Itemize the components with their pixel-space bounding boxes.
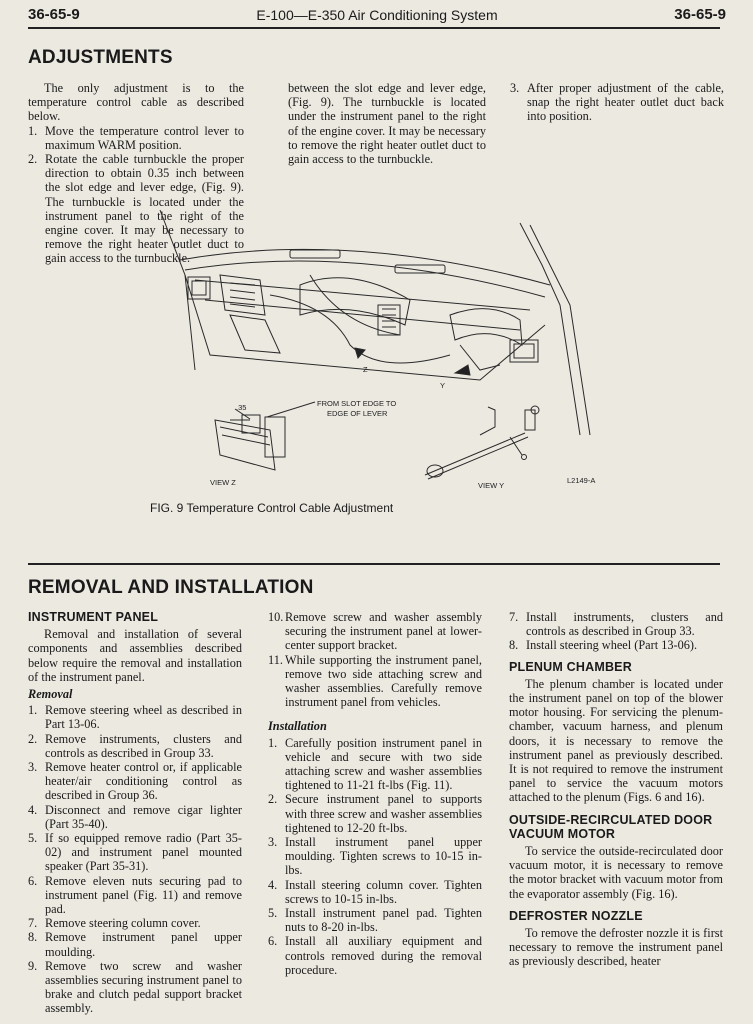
page-number-left: 36-65-9 [28, 6, 80, 23]
door-motor-heading-2: VACUUM MOTOR [509, 826, 616, 841]
figure-code: L2149-A [567, 476, 596, 485]
defroster-text: To remove the defroster nozzle it is first necessary to remove the instrument panel as previously described, heater [509, 926, 723, 969]
removal-step: 1. Remove steering wheel as described in Part 13-06. [28, 703, 242, 732]
installation-step: 5. Install instrument panel pad. Tighten nuts to 8-20 in-lbs. [268, 906, 482, 935]
plenum-heading: PLENUM CHAMBER [509, 659, 632, 674]
arrow-z [355, 348, 365, 358]
page-title: E-100—E-350 Air Conditioning System [256, 7, 498, 23]
figure-caption: FIG. 9 Temperature Control Cable Adjustment [150, 501, 394, 515]
installation-subheading: Installation [268, 719, 327, 734]
removal-step: 5. If so equipped remove radio (Part 35-02) and instrument panel mounted speaker (Part 35-31). [28, 831, 242, 874]
dash-top [180, 249, 550, 285]
removal-col-1 [28, 610, 242, 1016]
adjustment-step: 1. Move the temperature control lever to maximum WARM position. [28, 123, 244, 152]
label-z: Z [363, 365, 368, 374]
removal-col-2 [268, 610, 482, 977]
defroster-vent-left [290, 250, 340, 258]
adjustments-col-3 [510, 81, 724, 124]
plenum-text: The plenum chamber is located under the instrument panel on top of the blower motor housing. For servicing the plenum-chamber, vacuum harness, and plenum doors, it is necessary to remove the instrument panel as previously described. It is not required to remove the instrument panel to service the vacuum motors attached to the plenum (Figs. 6 and 16). [509, 676, 723, 805]
page-number-right: 36-65-9 [674, 6, 726, 23]
adjustment-step: 2. Rotate the cable turnbuckle the proper direction to obtain 0.35 inch between the slot edge and lever edge, (Fig. 9). The turnbuckle is located under the instrument panel to the right of the engine cover. It may be necessary to remove the right heater outlet duct to gain access to the turnbuckle. [28, 152, 244, 266]
defroster-vent-right [395, 265, 445, 273]
defroster-heading: DEFROSTER NOZZLE [509, 908, 643, 923]
adjustments-col-2 [288, 81, 486, 166]
removal-step: 10. Remove screw and washer assembly securing the instrument panel at lower-center support bracket. [268, 610, 482, 653]
view-y-detail [425, 406, 539, 479]
adjustments-heading: ADJUSTMENTS [28, 47, 173, 68]
removal-col-3 [509, 610, 723, 969]
removal-step: 4. Disconnect and remove cigar lighter (Part 35-40). [28, 802, 242, 831]
installation-step: 4. Install steering column cover. Tighten screws to 10-15 in-lbs. [268, 877, 482, 906]
page-header [28, 4, 726, 28]
header-rule [28, 27, 720, 29]
removal-step: 8. Remove instrument panel upper moulding. [28, 930, 242, 959]
label-from-slot: FROM SLOT EDGE TO [317, 399, 397, 408]
removal-step: 9. Remove two screw and washer assemblies securing instrument panel to brake and clutch pedal support bracket assembly. [28, 958, 242, 1016]
removal-subheading: Removal [28, 687, 73, 702]
adjustment-step: 3. After proper adjustment of the cable, snap the right heater outlet duct back into position. [510, 81, 724, 124]
removal-heading: REMOVAL AND INSTALLATION [28, 577, 314, 598]
removal-step: 6. Remove eleven nuts securing pad to instrument panel (Fig. 11) and remove pad. [28, 873, 242, 917]
instrument-panel-heading: INSTRUMENT PANEL [28, 610, 159, 624]
figure-temperature-cable [150, 205, 620, 490]
label-dim: .35 [236, 403, 247, 412]
removal-step: 2. Remove instruments, clusters and controls as described in Group 33. [28, 731, 242, 760]
door-motor-text: To service the outside-recirculated door vacuum motor, it is necessary to remove the motor bracket with vacuum motor from the evaporator assembly (Fig. 16). [509, 844, 723, 901]
arrow-y [455, 365, 470, 375]
view-z-label: VIEW Z [210, 478, 236, 487]
adjustments-intro: The only adjustment is to the temperature control cable as described below. [28, 81, 244, 124]
leader-line [267, 402, 315, 417]
view-y-label: VIEW Y [478, 481, 505, 490]
label-y: Y [440, 381, 446, 390]
instrument-panel-intro: Removal and installation of several components and assemblies described below require the removal and installation of the instrument panel. [28, 627, 242, 684]
door-motor-heading-1: OUTSIDE-RECIRCULATED DOOR [509, 812, 713, 827]
installation-step: 1. Carefully position instrument panel in vehicle and secure with two side attaching screw and washer assemblies tightened to 11-21 ft-lbs (Fig. 11). [268, 735, 482, 793]
removal-step: 3. Remove heater control or, if applicable heater/air conditioning control as described in Group 36. [28, 760, 242, 803]
removal-step: 7. Remove steering column cover. [28, 916, 201, 931]
section-rule [28, 563, 720, 565]
installation-step: 2. Secure instrument panel to supports with three screw and washer assemblies tightened to 12-20 ft-lbs. [268, 792, 482, 835]
adjustment-step-continued: between the slot edge and lever edge, (Fig. 9). The turnbuckle is located under the instrument panel to the right of the engine cover. It may be necessary to remove the right heater outlet duct to gain access to the turnbuckle. [288, 81, 486, 167]
view-z-detail [215, 409, 285, 470]
adjustments-col-1 [28, 81, 244, 266]
installation-step: 7. Install instruments, clusters and controls as described in Group 33. [509, 610, 723, 639]
installation-step: 6. Install all auxiliary equipment and controls removed during the removal procedure. [268, 934, 482, 977]
installation-step: 8. Install steering wheel (Part 13-06). [509, 638, 698, 653]
removal-step: 11. While supporting the instrument panel, remove two side attaching screw and washer assemblies. Carefully remove instrument panel from vehicles. [268, 652, 482, 710]
label-edge-lever: EDGE OF LEVER [327, 409, 388, 418]
installation-step: 3. Install instrument panel upper moulding. Tighten screws to 10-15 in-lbs. [268, 835, 482, 878]
